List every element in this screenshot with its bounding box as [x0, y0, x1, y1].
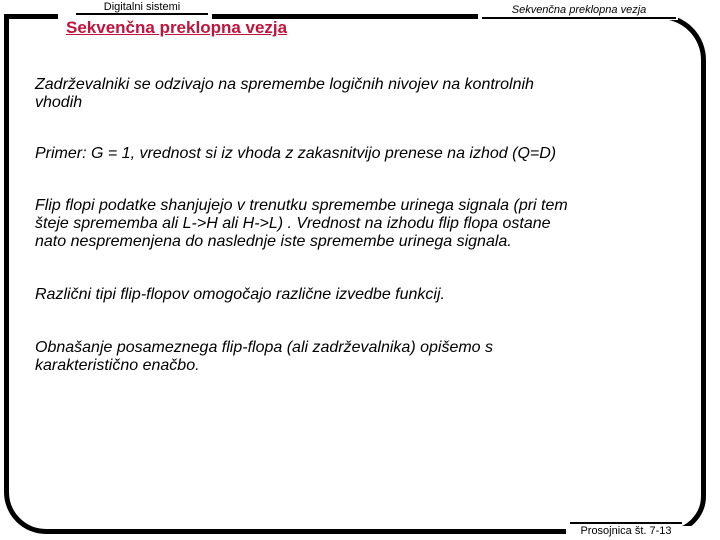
page-title: Sekvenčna preklopna vezja	[66, 18, 288, 37]
paragraph-line: karakteristično enačbo.	[35, 357, 200, 374]
slide-number: Prosojnica št. 7-13	[570, 522, 682, 538]
paragraph-latches	[35, 76, 695, 112]
paragraph-line: Zadrževalniki se odzivajo na spremembe logičnih nivojev na kontrolnih	[35, 76, 534, 93]
paragraph-line: vhodih	[35, 94, 83, 111]
paragraph-line: Primer: G = 1, vrednost si iz vhoda z zakasnitvijo prenese na izhod (Q=D)	[35, 145, 557, 162]
paragraph-line: šteje sprememba ali L->H ali H->L) . Vrednost na izhodu flip flopa ostane	[35, 215, 551, 232]
paragraph-types	[35, 286, 695, 304]
paragraph-line: nato nespremenjena do naslednje iste spremembe urinega signala.	[35, 233, 512, 250]
paragraph-line: Flip flopi podatke shanjujejo v trenutku spremembe urinega signala (pri tem	[35, 197, 568, 214]
paragraph-characteristic-equation	[35, 339, 695, 375]
paragraph-line: Različni tipi flip-flopov omogočajo različne izvedbe funkcij.	[35, 286, 445, 303]
paragraph-example	[35, 145, 695, 163]
header-topic-name: Sekvenčna preklopna vezja	[482, 3, 676, 19]
header-course-name: Digitalni sistemi	[76, 1, 208, 15]
paragraph-line: Obnašanje posameznega flip-flopa (ali zadrževalnika) opišemo s	[35, 339, 494, 356]
paragraph-flip-flops	[35, 197, 695, 251]
